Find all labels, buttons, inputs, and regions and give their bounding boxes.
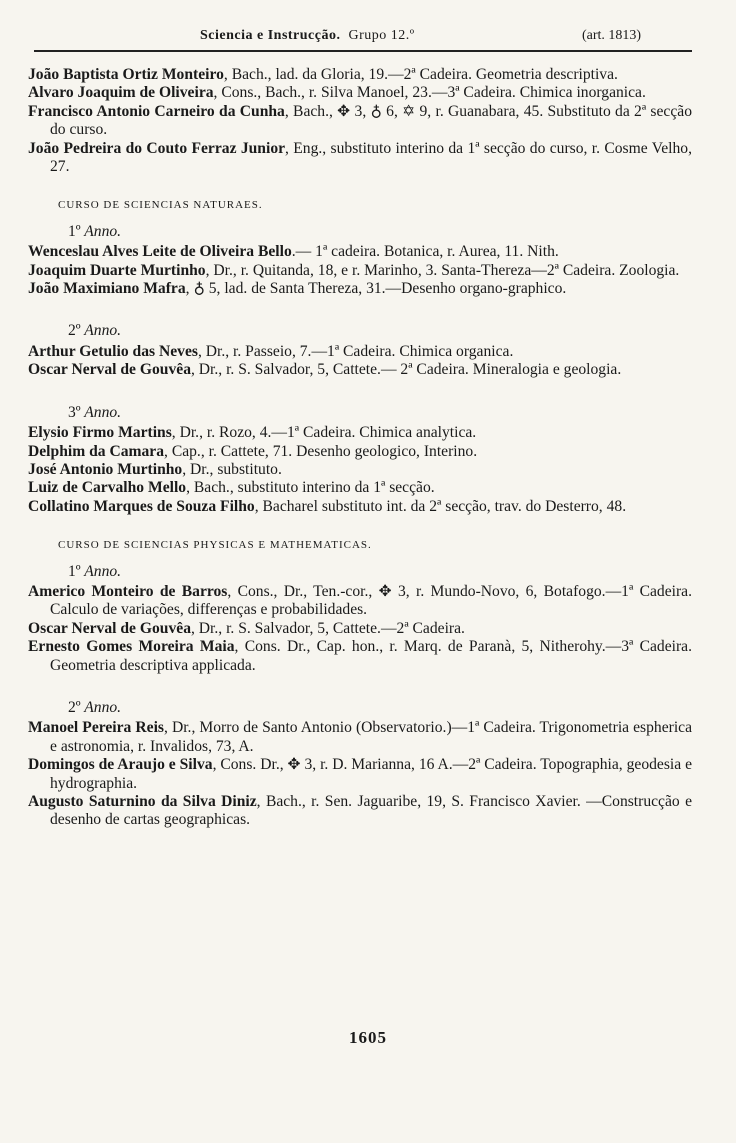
entry-details: .— 1ª cadeira. Botanica, r. Aurea, 11. Nith. — [291, 243, 559, 261]
person-name: Oscar Nerval de Gouvêa — [28, 361, 191, 379]
list-item — [28, 343, 692, 361]
list-item — [28, 620, 692, 638]
list-item — [28, 479, 692, 497]
group-label: Grupo 12.º — [348, 28, 415, 43]
person-name: Ernesto Gomes Moreira Maia — [28, 638, 235, 656]
person-name: João Pedreira do Couto Ferraz Junior — [28, 139, 286, 157]
entry-details: , Cap., r. Cattete, 71. Desenho geologico, Interino. — [164, 442, 478, 460]
entry-details: , Bach., lad. da Gloria, 19.—2ª Cadeira. Geometria descriptiva. — [223, 66, 618, 83]
list-item — [28, 498, 692, 516]
person-name: Manoel Pereira Reis — [28, 719, 164, 737]
person-name: Arthur Getulio das Neves — [28, 342, 198, 360]
year-heading: 2º Anno. — [68, 698, 122, 716]
entry-details: , Dr., r. Rozo, 4.—1ª Cadeira. Chimica analytica. — [171, 424, 477, 442]
list-item — [28, 756, 692, 793]
section-name: Sciencia e Instrucção. — [200, 28, 341, 43]
list-item — [28, 280, 692, 298]
page-number: 1605 — [349, 1028, 387, 1047]
year-heading: 1º Anno. — [68, 562, 122, 580]
page-header — [0, 0, 736, 56]
entry-details: , Bach., r. Sen. Jaguaribe, 19, S. Francisco Xavier. —Construcção e desenho de cartas geographicas. — [50, 793, 692, 829]
entry-details: , Cons. Dr., ✥ 3, r. D. Marianna, 16 A.—2ª Cadeira. Topographia, geodesia e hydrographia. — [50, 756, 692, 792]
list-item — [28, 638, 692, 675]
person-name: Wenceslau Alves Leite de Oliveira Bello — [28, 243, 292, 261]
section-heading: CURSO DE SCIENCIAS PHYSICAS E MATHEMATICAS. — [58, 539, 372, 552]
spacer — [28, 380, 692, 396]
section-heading: CURSO DE SCIENCIAS NATURAES. — [58, 199, 263, 212]
list-item — [28, 84, 692, 102]
header-rule — [34, 50, 692, 52]
entry-details: , Dr., r. Passeio, 7.—1ª Cadeira. Chimica organica. — [197, 342, 514, 360]
list-item — [28, 793, 692, 830]
list-item — [28, 583, 692, 620]
person-name: Delphim da Camara — [28, 442, 165, 460]
list-item — [28, 461, 692, 479]
entry-details: , Eng., substituto interino da 1ª secção do curso, r. Cosme Velho, 27. — [50, 139, 692, 176]
entry-details: , Bach., ✥ 3, ♁ 6, ✡ 9, r. Guanabara, 45. Substituto da 2ª secção do curso. — [50, 102, 692, 139]
entry-details: , Dr., r. Quitanda, 18, e r. Marinho, 3. Santa-Thereza—2ª Cadeira. Zoologia. — [205, 261, 680, 279]
person-name: Augusto Saturnino da Silva Diniz — [28, 793, 257, 810]
year-heading: 1º Anno. — [68, 222, 122, 240]
list-item — [28, 424, 692, 442]
entry-details: , Bacharel substituto int. da 2ª secção, trav. do Desterro, 48. — [254, 497, 627, 515]
spacer — [28, 298, 692, 314]
list-item — [28, 103, 692, 140]
entry-details: , Dr., r. S. Salvador, 5, Cattete.—2ª Cadeira. — [191, 619, 465, 637]
entry-details: , Dr., substituto. — [182, 460, 282, 478]
running-title — [200, 28, 415, 44]
person-name: João Maximiano Mafra — [28, 280, 186, 298]
year-heading: 2º Anno. — [68, 322, 122, 340]
entry-details: , Cons. Dr., Cap. hon., r. Marq. de Paranà, 5, Nitherohy.—3ª Cadeira. Geometria descriptiva applicada. — [50, 638, 692, 674]
list-item — [28, 66, 692, 84]
person-name: Americo Monteiro de Barros — [28, 582, 228, 600]
article-number: (art. 1813) — [582, 28, 642, 43]
entry-details: , Cons., Dr., Ten.-cor., ✥ 3, r. Mundo-Novo, 6, Botafogo.—1ª Cadeira. Calculo de variações, differenças e probabilidades. — [50, 582, 692, 619]
year-heading: 3º Anno. — [68, 403, 122, 421]
person-name: Domingos de Araujo e Silva — [28, 756, 213, 774]
entry-details: , ♁ 5, lad. de Santa Thereza, 31.—Desenho organo-graphico. — [185, 280, 567, 298]
list-item — [28, 243, 692, 261]
page-body — [28, 66, 692, 830]
entry-details: , Dr., Morro de Santo Antonio (Observatorio.)—1ª Cadeira. Trigonometria espherica e astronomia, r. Invalidos, 73, A. — [50, 719, 692, 755]
person-name: José Antonio Murtinho — [28, 460, 183, 478]
entry-details: , Dr., r. S. Salvador, 5, Cattete.— 2ª Cadeira. Mineralogia e geologia. — [191, 361, 622, 379]
list-item — [28, 443, 692, 461]
person-name: Luiz de Carvalho Mello — [28, 479, 187, 497]
person-name: Collatino Marques de Souza Filho — [28, 497, 255, 515]
person-name: Elysio Firmo Martins — [28, 424, 172, 442]
entry-details: , Bach., substituto interino da 1ª secção. — [186, 479, 435, 497]
person-name: Joaquim Duarte Murtinho — [28, 261, 206, 279]
person-name: Francisco Antonio Carneiro da Cunha — [28, 102, 285, 120]
entry-details: , Cons., Bach., r. Silva Manoel, 23.—3ª Cadeira. Chimica inorganica. — [213, 84, 646, 102]
list-item — [28, 262, 692, 280]
person-name: João Baptista Ortiz Monteiro — [28, 66, 224, 83]
person-name: Alvaro Joaquim de Oliveira — [28, 84, 214, 102]
person-name: Oscar Nerval de Gouvêa — [28, 619, 191, 637]
list-item — [28, 140, 692, 177]
spacer — [28, 675, 692, 691]
list-item — [28, 361, 692, 379]
list-item — [28, 719, 692, 756]
